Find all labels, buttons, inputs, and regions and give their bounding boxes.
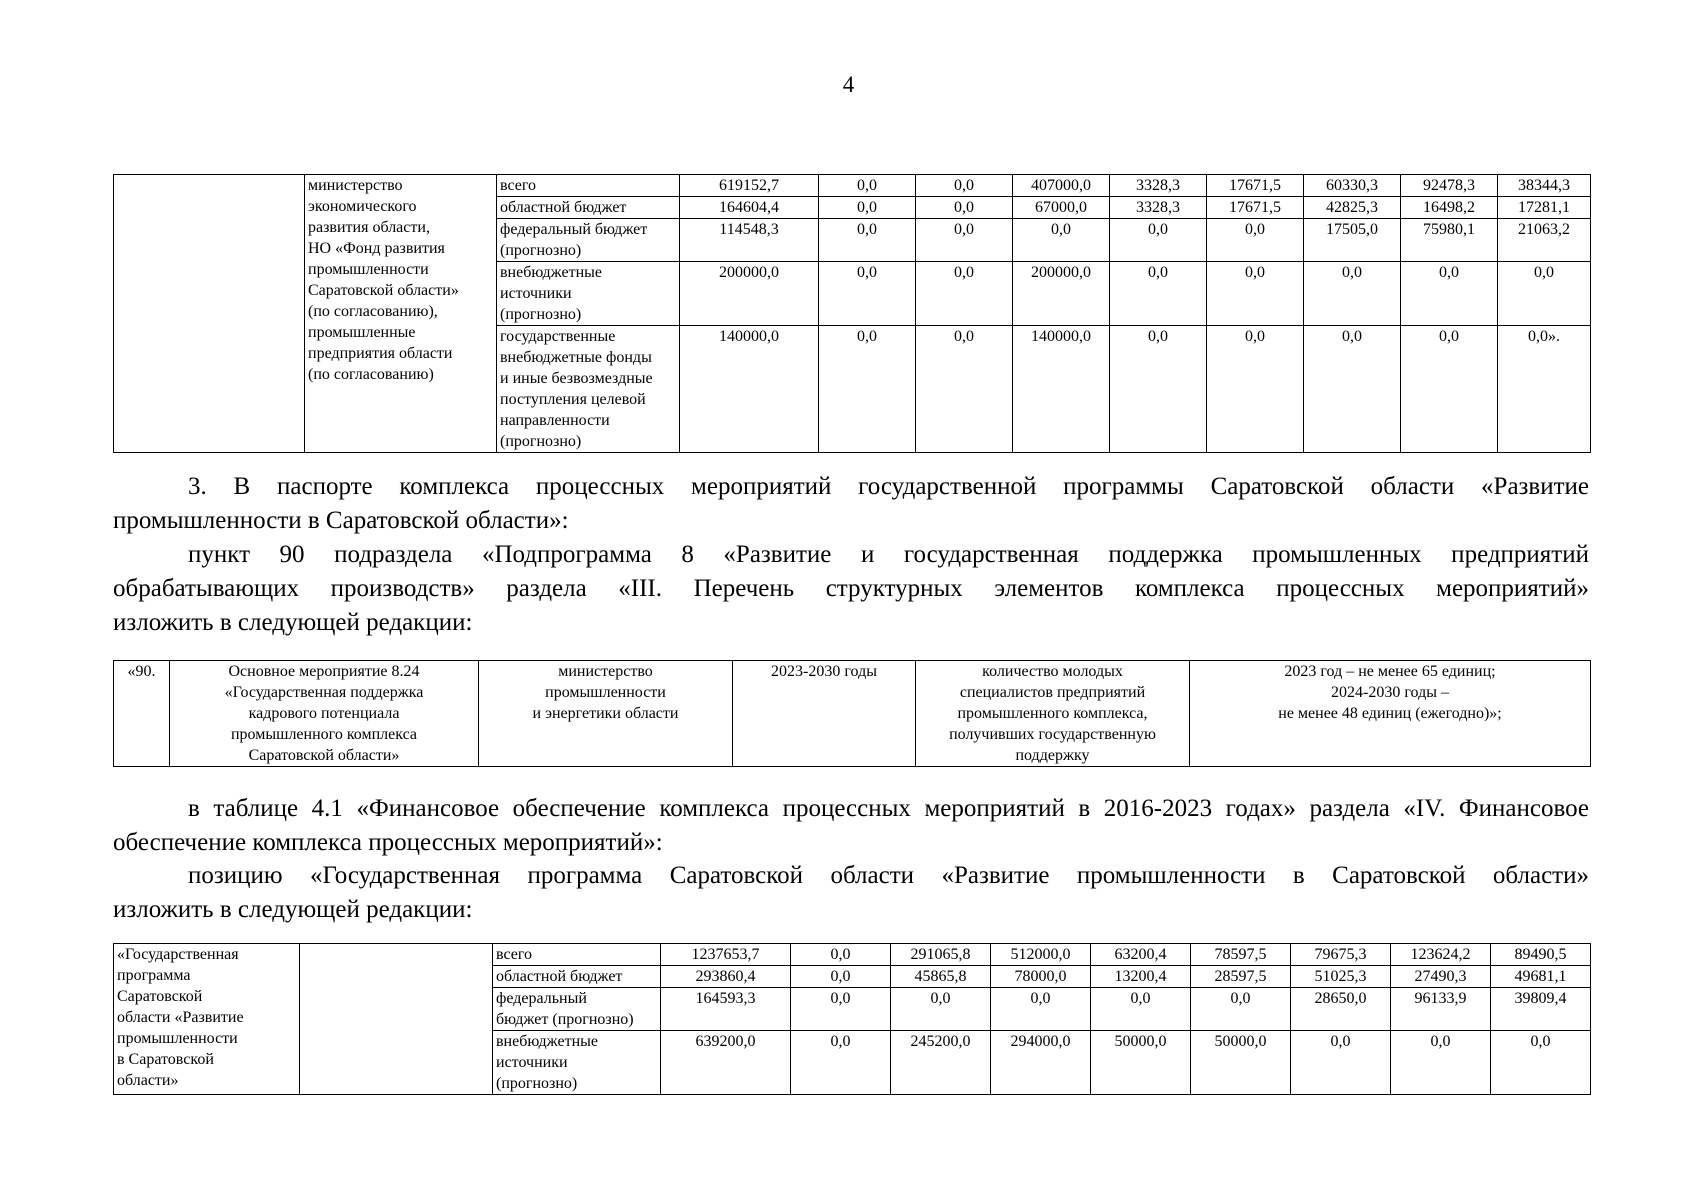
funding-amount: 0,0 <box>1401 326 1498 453</box>
paragraph-line: 3. В паспорте комплекса процессных мероприятий государственной программы Саратовской области «Развитие <box>188 473 1589 500</box>
paragraph-line: обрабатывающих производств» раздела «III. Перечень структурных элементов комплекса процессных мероприятий» <box>113 575 1589 602</box>
funding-amount: 0,0 <box>1207 219 1304 262</box>
funding-source-text: федеральный <box>496 990 587 1007</box>
responsible-executor <box>300 944 493 1095</box>
funding-source-text: источники <box>500 285 572 302</box>
funding-source-text: всего <box>500 177 537 194</box>
funding-amount: 63200,4 <box>1091 944 1191 966</box>
cell-text: получивших государственную <box>949 726 1156 743</box>
funding-amount: 0,0 <box>819 326 916 453</box>
funding-table-program <box>113 943 1591 1095</box>
funding-amount: 291065,8 <box>891 944 991 966</box>
cell-text: поддержку <box>1015 747 1090 764</box>
funding-amount: 164593,3 <box>661 988 791 1031</box>
cell-text: предприятия области <box>308 345 453 362</box>
funding-amount: 0,0 <box>991 988 1091 1031</box>
funding-amount: 42825,3 <box>1304 197 1401 219</box>
funding-amount: 60330,3 <box>1304 175 1401 197</box>
funding-amount: 639200,0 <box>661 1031 791 1095</box>
item-number: «90. <box>114 661 170 767</box>
funding-source-text: государственные <box>500 328 616 345</box>
funding-amount: 3328,3 <box>1110 175 1207 197</box>
cell-text: (по согласованию) <box>308 366 434 383</box>
responsible-executor <box>305 175 497 453</box>
cell-text: НО «Фонд развития <box>308 240 445 257</box>
cell-text: программа <box>117 967 191 984</box>
funding-amount: 0,0 <box>1013 219 1110 262</box>
cell-text: Основное мероприятие 8.24 <box>228 663 420 680</box>
funding-amount: 39809,4 <box>1491 988 1591 1031</box>
paragraph-3-intro <box>113 470 1589 538</box>
funding-amount: 96133,9 <box>1391 988 1491 1031</box>
funding-amount: 3328,3 <box>1110 197 1207 219</box>
funding-amount: 0,0 <box>1207 326 1304 453</box>
funding-amount: 27490,3 <box>1391 966 1491 988</box>
funding-source-text: областной бюджет <box>496 968 623 985</box>
funding-amount: 0,0 <box>916 175 1013 197</box>
funding-amount: 0,0 <box>1391 1031 1491 1095</box>
funding-amount: 0,0 <box>791 1031 891 1095</box>
cell-text: не менее 48 единиц (ежегодно)»; <box>1278 705 1502 722</box>
funding-amount: 293860,4 <box>661 966 791 988</box>
cell-text: министерство <box>308 177 403 194</box>
funding-source-text: бюджет (прогнозно) <box>496 1011 634 1028</box>
funding-amount: 67000,0 <box>1013 197 1110 219</box>
cell-text: Саратовской <box>117 988 203 1005</box>
funding-amount: 89490,5 <box>1491 944 1591 966</box>
cell-text: «Государственная поддержка <box>224 684 424 701</box>
cell-text: Саратовской области» <box>248 747 400 764</box>
funding-amount: 114548,3 <box>680 219 819 262</box>
funding-amount: 200000,0 <box>680 262 819 326</box>
funding-source <box>493 1031 661 1095</box>
funding-amount: 75980,1 <box>1401 219 1498 262</box>
paragraph-line: в таблице 4.1 «Финансовое обеспечение комплекса процессных мероприятий в 2016-2023 годах» раздела «IV. Финансовое <box>188 795 1589 822</box>
funding-table-ministry <box>113 174 1591 453</box>
paragraph-line: изложить в следующей редакции: <box>113 609 473 636</box>
funding-amount: 17505,0 <box>1304 219 1401 262</box>
funding-source <box>497 197 680 219</box>
funding-amount: 17671,5 <box>1207 175 1304 197</box>
cell-text: промышленности <box>545 684 666 701</box>
funding-source-text: всего <box>496 946 533 963</box>
page-number: 4 <box>842 72 855 97</box>
funding-amount: 0,0 <box>1491 1031 1591 1095</box>
indicator-target <box>1190 661 1591 767</box>
funding-amount: 28650,0 <box>1291 988 1391 1031</box>
funding-source-text: и иные безвозмездные <box>500 370 653 387</box>
funding-amount: 0,0 <box>819 197 916 219</box>
funding-source-text: областной бюджет <box>500 199 627 216</box>
paragraph-table-4-1 <box>113 792 1589 860</box>
paragraph-position <box>113 859 1589 927</box>
cell-text: специалистов предприятий <box>959 684 1146 701</box>
funding-amount: 512000,0 <box>991 944 1091 966</box>
funding-amount: 164604,4 <box>680 197 819 219</box>
funding-amount: 0,0 <box>1291 1031 1391 1095</box>
cell-text: в Саратовской <box>117 1051 214 1068</box>
responsible-executor <box>479 661 733 767</box>
funding-amount: 78000,0 <box>991 966 1091 988</box>
funding-source-text: внебюджетные <box>500 264 602 281</box>
funding-amount: 0,0 <box>1207 262 1304 326</box>
funding-amount: 79675,3 <box>1291 944 1391 966</box>
funding-source-text: внебюджетные <box>496 1033 598 1050</box>
cell-text: количество молодых <box>982 663 1123 680</box>
cell-text: 2023-2030 годы <box>771 663 877 680</box>
funding-amount: 0,0 <box>1304 262 1401 326</box>
indicator-name <box>916 661 1190 767</box>
funding-amount: 16498,2 <box>1401 197 1498 219</box>
cell-text: Саратовской области» <box>308 282 459 299</box>
cell-text: промышленности <box>117 1030 238 1047</box>
funding-source-text: федеральный бюджет <box>500 221 648 238</box>
funding-amount: 0,0 <box>819 219 916 262</box>
funding-amount: 0,0 <box>819 262 916 326</box>
funding-source <box>493 944 661 966</box>
cell-text: развития области, <box>308 219 430 236</box>
funding-amount: 123624,2 <box>1391 944 1491 966</box>
funding-amount: 0,0 <box>1091 988 1191 1031</box>
cell-text: области «Развитие <box>117 1009 244 1026</box>
funding-amount: 1237653,7 <box>661 944 791 966</box>
funding-amount: 49681,1 <box>1491 966 1591 988</box>
paragraph-item-90 <box>113 538 1589 640</box>
funding-source-text: поступления целевой <box>500 391 646 408</box>
implementation-period <box>733 661 916 767</box>
funding-amount: 0,0 <box>916 326 1013 453</box>
funding-amount: 0,0 <box>791 988 891 1031</box>
funding-amount: 140000,0 <box>1013 326 1110 453</box>
cell-text: «Государственная <box>117 946 239 963</box>
structural-elements-table <box>113 660 1591 767</box>
funding-amount: 38344,3 <box>1498 175 1591 197</box>
funding-amount: 92478,3 <box>1401 175 1498 197</box>
paragraph-line: позицию «Государственная программа Саратовской области «Развитие промышленности в Саратовской области» <box>188 862 1589 889</box>
funding-source <box>497 175 680 197</box>
cell-text: промышленные <box>308 324 416 341</box>
table-row <box>114 175 1591 197</box>
funding-amount: 0,0 <box>891 988 991 1031</box>
funding-amount: 17281,1 <box>1498 197 1591 219</box>
cell-text: 2024-2030 годы – <box>1331 684 1449 701</box>
funding-amount: 21063,2 <box>1498 219 1591 262</box>
program-name <box>114 944 300 1095</box>
funding-amount: 0,0 <box>819 175 916 197</box>
cell-text: 2023 год – не менее 65 единиц; <box>1284 663 1496 680</box>
funding-amount: 294000,0 <box>991 1031 1091 1095</box>
cell-text: министерство <box>558 663 653 680</box>
funding-amount: 0,0 <box>916 262 1013 326</box>
funding-source <box>497 262 680 326</box>
funding-amount: 0,0». <box>1498 326 1591 453</box>
funding-amount: 13200,4 <box>1091 966 1191 988</box>
funding-amount: 407000,0 <box>1013 175 1110 197</box>
funding-amount: 78597,5 <box>1191 944 1291 966</box>
funding-source-text: (прогнозно) <box>500 242 582 259</box>
funding-amount: 0,0 <box>1498 262 1591 326</box>
funding-source-text: (прогнозно) <box>500 433 582 450</box>
funding-amount: 28597,5 <box>1191 966 1291 988</box>
cell-text: области» <box>117 1072 179 1089</box>
funding-amount: 0,0 <box>1401 262 1498 326</box>
event-name <box>170 661 479 767</box>
funding-amount: 17671,5 <box>1207 197 1304 219</box>
funding-source-text: внебюджетные фонды <box>500 349 652 366</box>
cell-text: и энергетики области <box>532 705 679 722</box>
cell-text: (по согласованию), <box>308 303 438 320</box>
funding-source-text: направленности <box>500 412 610 429</box>
cell-text: промышленного комплекса <box>230 726 418 743</box>
cell-text: промышленности <box>308 261 429 278</box>
paragraph-line: изложить в следующей редакции: <box>113 896 473 923</box>
funding-amount: 0,0 <box>791 944 891 966</box>
funding-source <box>497 219 680 262</box>
funding-amount: 45865,8 <box>891 966 991 988</box>
funding-source-text: (прогнозно) <box>500 306 582 323</box>
funding-amount: 140000,0 <box>680 326 819 453</box>
paragraph-line: промышленности в Саратовской области»: <box>113 507 569 534</box>
funding-amount: 0,0 <box>1304 326 1401 453</box>
cell-text: кадрового потенциала <box>248 705 400 722</box>
table-row <box>114 944 1591 966</box>
funding-amount: 0,0 <box>1191 988 1291 1031</box>
funding-amount: 0,0 <box>916 197 1013 219</box>
funding-amount: 51025,3 <box>1291 966 1391 988</box>
funding-amount: 245200,0 <box>891 1031 991 1095</box>
funding-amount: 0,0 <box>1110 219 1207 262</box>
funding-source <box>497 326 680 453</box>
cell-text: промышленного комплекса, <box>957 705 1148 722</box>
funding-amount: 619152,7 <box>680 175 819 197</box>
funding-amount: 50000,0 <box>1191 1031 1291 1095</box>
funding-amount: 0,0 <box>916 219 1013 262</box>
funding-amount: 50000,0 <box>1091 1031 1191 1095</box>
program-name <box>114 175 305 453</box>
funding-source-text: источники <box>496 1054 568 1071</box>
paragraph-line: обеспечение комплекса процессных мероприятий»: <box>113 829 663 856</box>
funding-source <box>493 966 661 988</box>
funding-source-text: (прогнозно) <box>496 1075 578 1092</box>
funding-amount: 0,0 <box>791 966 891 988</box>
funding-amount: 0,0 <box>1110 262 1207 326</box>
paragraph-line: пункт 90 подраздела «Подпрограмма 8 «Развитие и государственная поддержка промышленных предприятий <box>188 541 1589 568</box>
funding-amount: 200000,0 <box>1013 262 1110 326</box>
funding-amount: 0,0 <box>1110 326 1207 453</box>
cell-text: экономического <box>308 198 417 215</box>
funding-source <box>493 988 661 1031</box>
